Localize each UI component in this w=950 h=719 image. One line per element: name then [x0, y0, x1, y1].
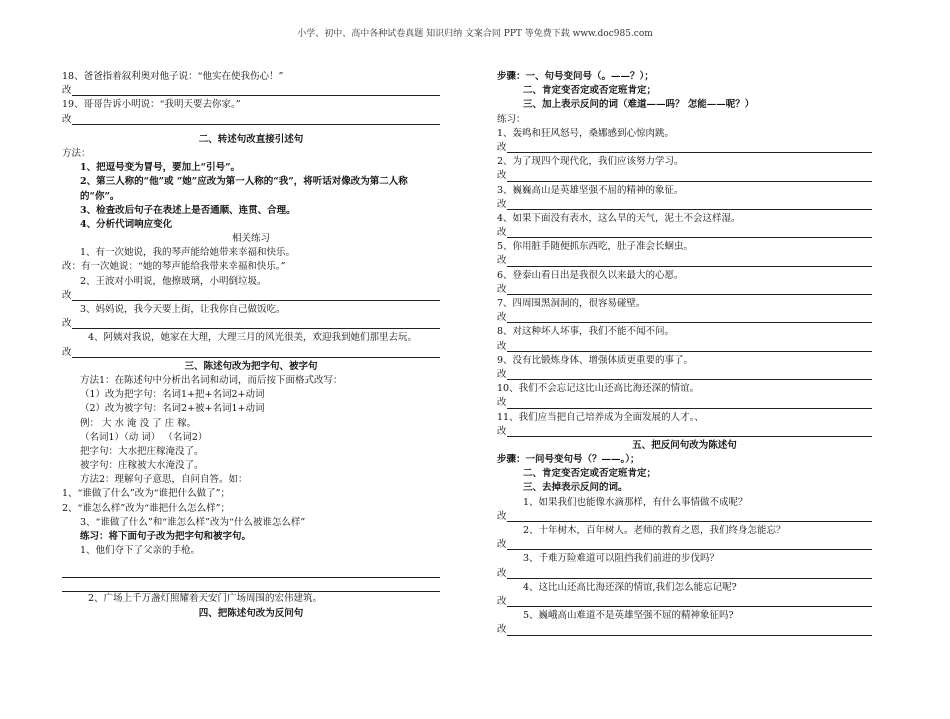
text-line: 5、巍峨高山难道不是英雄坚强不屈的精神象征吗?	[523, 610, 734, 622]
answer-line	[62, 289, 440, 303]
answer-rule	[72, 95, 440, 96]
text-line: 4、分析代词响应变化	[80, 218, 173, 230]
answer-line	[62, 113, 440, 127]
text-line: 10、我们不会忘记这比山还高比海还深的情谊。	[497, 383, 700, 395]
answer-rule	[507, 351, 872, 352]
answer-line	[497, 226, 872, 240]
answer-rule	[507, 294, 872, 295]
answer-line	[497, 254, 872, 268]
answer-prefix: 改	[62, 346, 72, 358]
text-line: 把字句：大水把庄稼淹没了。	[80, 445, 204, 457]
answer-prefix: 改	[497, 368, 507, 380]
text-line: 11、我们应当把自己培养成为全面发展的人才。、	[497, 411, 704, 423]
text-line: 3、“谁做了什么”和“谁怎么样”改为“什么被谁怎么样”	[80, 516, 306, 528]
answer-prefix: 改	[497, 397, 507, 409]
answer-prefix: 改	[497, 595, 507, 607]
answer-rule	[507, 549, 872, 550]
answer-rule	[507, 379, 872, 380]
answer-prefix: 改	[497, 170, 507, 182]
answer-line	[497, 141, 872, 155]
text-line: 二、肯定变否定或否定班肯定；	[523, 468, 657, 480]
answer-rule	[507, 181, 872, 182]
section-heading: 三、陈述句改为把字句、被字句	[184, 360, 318, 372]
answer-rule	[507, 237, 872, 238]
text-line: 改：有一次她说：“她的琴声能给我带来幸福和快乐。”	[62, 261, 286, 273]
answer-prefix: 改	[497, 312, 507, 324]
answer-rule	[507, 521, 872, 522]
answer-line	[497, 368, 872, 382]
text-line: （1）改为把字句：名词1+把+名词2+动词	[80, 389, 265, 401]
text-line: 1、“谁做了什么”改为“谁把什么做了”；	[62, 488, 230, 500]
text-line: 3、妈妈说，我今天要上街，让我你自己做饭吃。	[80, 304, 286, 316]
answer-line	[497, 510, 872, 524]
text-line: 3、千难万险难道可以阻挡我们前进的步伐吗？	[523, 553, 720, 565]
answer-prefix: 改	[497, 567, 507, 579]
text-line: 2、为了现四个现代化，我们应该努力学习。	[497, 156, 684, 168]
text-line: 练习：	[497, 113, 526, 125]
text-line: 例： 大 水 淹 没 了 庄 稼。	[80, 417, 197, 429]
answer-prefix: 改	[497, 283, 507, 295]
text-line: （名词1）（动 词） （名词2）	[80, 431, 208, 443]
text-line: 4、如果下面没有表水，这么旱的天气，泥土不会这样湿。	[497, 212, 741, 224]
answer-rule	[507, 578, 872, 579]
text-line: 2、“谁怎么样”改为“谁把什么怎么样”；	[62, 502, 230, 514]
answer-prefix: 改	[497, 141, 507, 153]
answer-line	[62, 317, 440, 331]
text-line: 方法1：在陈述句中分析出名词和动词，而后按下面格式改写：	[80, 374, 343, 386]
answer-prefix: 改	[62, 85, 72, 97]
text-line: 1、有一次她说，我的琴声能给她带来幸福和快乐。	[80, 247, 296, 259]
text-line: 练习：将下面句子改为把字句和被字句。	[80, 531, 252, 543]
answer-line	[497, 425, 872, 439]
text-line: 二、肯定变否定或否定班肯定；	[523, 85, 657, 97]
answer-line	[62, 84, 440, 98]
answer-line	[497, 567, 872, 581]
answer-rule	[72, 124, 440, 125]
answer-line	[497, 340, 872, 354]
text-line: 9、没有比锻炼身体、增强体质更重要的事了。	[497, 354, 694, 366]
text-line: 1、他们夺下了父亲的手枪。	[80, 545, 201, 557]
text-line: 2、第三人称的“他”或 “她”应改为第一人称的“我”，将听话对像改为第二人称的“你”。	[80, 176, 408, 202]
text-line: 1、如果我们也能像水滴那样，有什么事情做不成呢？	[523, 496, 748, 508]
answer-prefix: 改	[497, 425, 507, 437]
text-line: 19、哥哥告诉小明说：“我明天要去你家。”	[62, 99, 241, 111]
text-line: 7、四周围黑洞洞的，很容易碰壁。	[497, 298, 646, 309]
answer-line	[497, 169, 872, 183]
answer-prefix: 改	[497, 624, 507, 636]
answer-line	[497, 396, 872, 410]
blank-rule	[62, 578, 440, 592]
answer-rule	[507, 436, 872, 437]
answer-rule	[507, 152, 872, 153]
answer-prefix: 改	[497, 198, 507, 210]
answer-line	[497, 283, 872, 297]
text-line: 2、广场上千万盏灯照耀着天安门广场周围的宏伟建筑。	[88, 593, 323, 605]
page-header: 小学、初中、高中各种试卷真题 知识归纳 文案合同 PPT 等免费下载 www.doc985.com	[297, 29, 653, 39]
answer-line	[62, 346, 440, 360]
text-line: 方法2：理解句子意思，自问自答。如：	[80, 474, 248, 486]
text-line: 8、对这种坏人坏事，我们不能不闻不问。	[497, 326, 675, 338]
text-line: 步骤：一问号变句号（？——。）；	[497, 454, 640, 466]
answer-rule	[72, 357, 440, 358]
text-line: 1、把逗号变为冒号，要加上“引号”。	[80, 162, 241, 174]
blank-rule	[62, 564, 440, 578]
right-column	[497, 70, 872, 638]
answer-prefix: 改	[497, 510, 507, 522]
left-column	[62, 70, 440, 621]
answer-prefix: 改	[62, 289, 72, 301]
text-line: 4、这比山还高比海还深的情谊,我们怎么能忘记呢?	[523, 581, 737, 593]
answer-rule	[72, 328, 440, 329]
answer-rule	[72, 300, 440, 301]
text-line: 5、你用脏手随便抓东西吃，肚子准会长蛔虫。	[497, 241, 694, 253]
text-line: 2、十年树木，百年树人。老师的教育之恩，我们终身怎能忘？	[523, 525, 786, 536]
text-line: 3、巍巍高山是英雄坚强不屈的精神的象征。	[497, 184, 684, 196]
text-line: 18、爸爸指着叙利奥对他子说：“他实在使我伤心！”	[62, 71, 284, 82]
text-line: 三、加上表示反问的词（难道——吗？ 怎能——呢？）	[523, 99, 755, 111]
answer-line	[497, 595, 872, 609]
answer-rule	[507, 322, 872, 323]
section-heading: 五、把反问句改为陈述句	[632, 439, 737, 451]
answer-rule	[507, 209, 872, 210]
text-line: 被字句：庄稼被大水淹没了。	[80, 460, 204, 472]
answer-prefix: 改	[62, 113, 72, 125]
text-line: 6、登泰山看日出是我很久以来最大的心愿。	[497, 269, 684, 281]
text-line: 相关练习	[231, 233, 270, 245]
text-line: 三、去掉表示反问的词。	[523, 482, 628, 494]
answer-prefix: 改	[497, 539, 507, 551]
answer-rule	[507, 408, 872, 409]
answer-rule	[507, 606, 872, 607]
text-line: 3、检查改后句子在表述上是否通顺、连贯、合理。	[80, 204, 296, 216]
answer-line	[497, 198, 872, 212]
answer-line	[497, 311, 872, 325]
answer-prefix: 改	[497, 340, 507, 352]
answer-line	[497, 538, 872, 552]
section-heading: 四、把陈述句改为反问句	[198, 607, 304, 619]
answer-line	[497, 623, 872, 637]
text-line: 方法：	[62, 147, 91, 159]
answer-prefix: 改	[497, 255, 507, 267]
answer-rule	[507, 266, 872, 267]
text-line: （2）改为被字句：名词2+被+名词1+动词	[80, 403, 265, 415]
text-line: 2、王波对小明说，他擦玻璃，小明倒垃圾。	[80, 275, 267, 287]
answer-prefix: 改	[497, 227, 507, 239]
text-line: 4、阿姨对我说，她家在大理，大理三月的风光很美，欢迎我到她们那里去玩。	[88, 332, 418, 344]
answer-rule	[507, 635, 872, 636]
text-line: 步骤：一、句号变问号（。——？）；	[497, 71, 654, 82]
text-line: 1、轰鸣和狂风怒号，桑娜感到心惊肉跳。	[497, 127, 675, 139]
answer-prefix: 改	[62, 318, 72, 330]
section-heading: 二、转述句改直接引述句	[198, 133, 304, 145]
